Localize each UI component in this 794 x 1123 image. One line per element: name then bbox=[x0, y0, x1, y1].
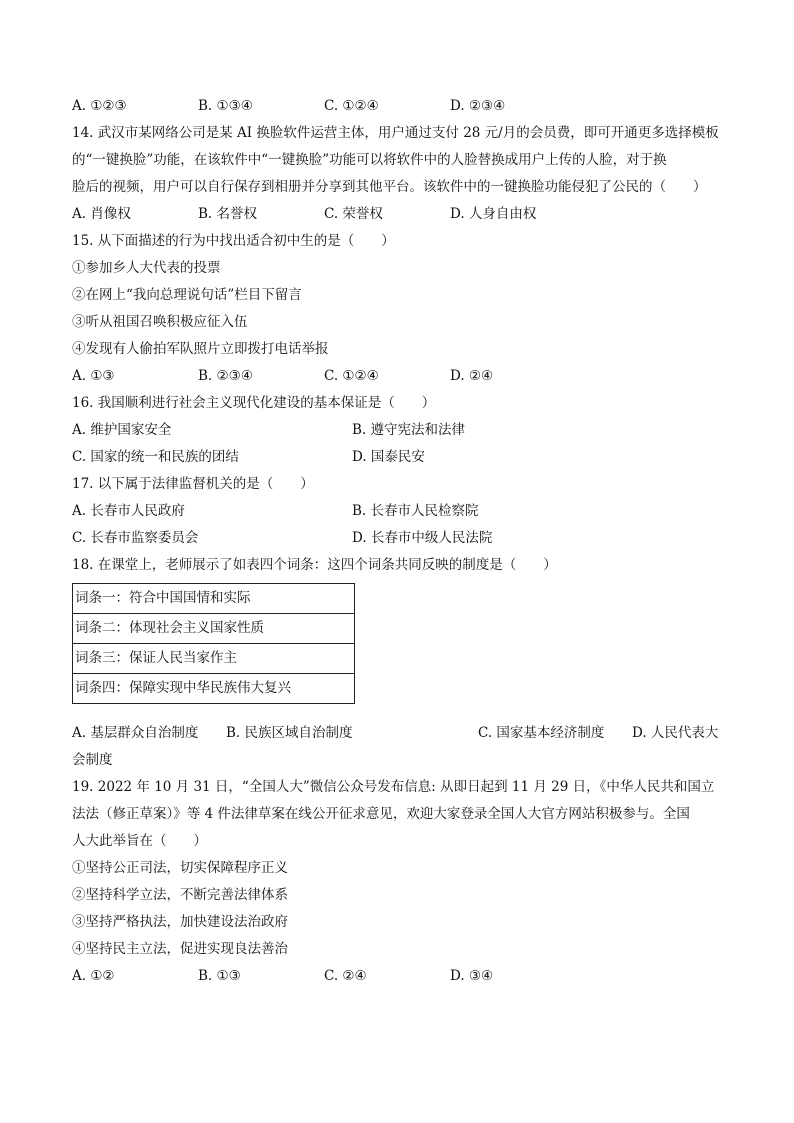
table-row bbox=[73, 644, 355, 674]
q14-stem-line-3: 脸后的视频，用户可以自行保存到相册并分享到其他平台。该软件中的一键换脸功能侵犯了公民的（ ） bbox=[72, 179, 707, 195]
q18-stem: 18. 在课堂上，老师展示了如表四个词条：这四个词条共同反映的制度是（ ） bbox=[72, 557, 557, 573]
q15-item-3: ③听从祖国召唤积极应征入伍 bbox=[72, 314, 248, 330]
q19-option-b: B. ①③ bbox=[198, 968, 241, 984]
q19-item-1: ①坚持公正司法，切实保障程序正义 bbox=[72, 860, 288, 876]
q18-option-d: D. 人民代表大 bbox=[632, 725, 719, 741]
q15-item-4: ④发现有人偷拍军队照片立即拨打电话举报 bbox=[72, 341, 329, 357]
q16-option-d: D. 国泰民安 bbox=[352, 449, 425, 465]
table-row bbox=[73, 614, 355, 644]
q19-item-2: ②坚持科学立法，不断完善法律体系 bbox=[72, 887, 288, 903]
q18-options bbox=[72, 720, 732, 747]
q19-stem-line-2: 法法（修正草案）》等 4 件法律草案在线公开征求意见，欢迎大家登录全国人大官方网站积极参与。全国 bbox=[72, 806, 690, 822]
q14-stem-line-1: 14. 武汉市某网络公司是某 AI 换脸软件运营主体，用户通过支付 28 元/月的会员费，即可开通更多选择模板 bbox=[72, 125, 719, 141]
q14-option-c: C. 荣誉权 bbox=[324, 206, 383, 222]
q18-terms-table bbox=[72, 583, 355, 704]
q17-option-a: A. 长春市人民政府 bbox=[72, 503, 185, 519]
q17-option-c: C. 长春市监察委员会 bbox=[72, 530, 199, 546]
q14-stem-line-2: 的“一键换脸”功能，在该软件中“一键换脸”功能可以将软件中的人脸替换成用户上传的人脸，对于换 bbox=[72, 152, 667, 168]
q16-options-row-1 bbox=[72, 417, 732, 444]
q16-option-b: B. 遵守宪法和法律 bbox=[352, 422, 466, 438]
q18-option-d-continued: 会制度 bbox=[72, 752, 113, 768]
q13-option-b: B. ①③④ bbox=[198, 98, 253, 114]
q19-item-4: ④坚持民主立法，促进实现良法善治 bbox=[72, 941, 288, 957]
q16-options-row-2 bbox=[72, 444, 732, 471]
q19-options bbox=[72, 963, 732, 990]
q14-option-a: A. 肖像权 bbox=[72, 206, 131, 222]
q17-options-row-2 bbox=[72, 525, 732, 552]
q17-stem: 17. 以下属于法律监督机关的是（ ） bbox=[72, 476, 314, 492]
q18-option-c: C. 国家基本经济制度 bbox=[478, 725, 605, 741]
q19-option-c: C. ②④ bbox=[324, 968, 367, 984]
q15-option-a: A. ①③ bbox=[72, 368, 115, 384]
q18-term-2: 词条二：体现社会主义国家性质 bbox=[73, 614, 355, 644]
q15-item-1: ①参加乡人大代表的投票 bbox=[72, 260, 221, 276]
q13-option-c: C. ①②④ bbox=[324, 98, 379, 114]
q16-option-a: A. 维护国家安全 bbox=[72, 422, 172, 438]
q18-option-b: B. 民族区域自治制度 bbox=[226, 725, 353, 741]
q15-item-2: ②在网上“我向总理说句话”栏目下留言 bbox=[72, 287, 302, 303]
q17-option-b: B. 长春市人民检察院 bbox=[352, 503, 479, 519]
q19-stem-line-1: 19. 2022 年 10 月 31 日，“全国人大”微信公众号发布信息: 从即日起到 11 月 29 日，《中华人民共和国立 bbox=[72, 779, 715, 795]
q18-term-3: 词条三：保证人民当家作主 bbox=[73, 644, 355, 674]
q14-option-d: D. 人身自由权 bbox=[450, 206, 537, 222]
q16-option-c: C. 国家的统一和民族的团结 bbox=[72, 449, 239, 465]
table-row bbox=[73, 584, 355, 614]
q19-option-a: A. ①② bbox=[72, 968, 115, 984]
q15-option-b: B. ②③④ bbox=[198, 368, 253, 384]
table-row bbox=[73, 674, 355, 704]
q17-options-row-1 bbox=[72, 498, 732, 525]
q15-option-d: D. ②④ bbox=[450, 368, 494, 384]
q16-stem: 16. 我国顺利进行社会主义现代化建设的基本保证是（ ） bbox=[72, 395, 436, 411]
q19-stem-line-3: 人大此举旨在（ ） bbox=[72, 833, 207, 849]
q15-stem: 15. 从下面描述的行为中找出适合初中生的是（ ） bbox=[72, 233, 395, 249]
q18-option-a: A. 基层群众自治制度 bbox=[72, 725, 199, 741]
q19-item-3: ③坚持严格执法，加快建设法治政府 bbox=[72, 914, 288, 930]
q14-options bbox=[72, 201, 732, 228]
q19-option-d: D. ③④ bbox=[450, 968, 494, 984]
q14-option-b: B. 名誉权 bbox=[198, 206, 258, 222]
q18-term-4: 词条四：保障实现中华民族伟大复兴 bbox=[73, 674, 355, 704]
q15-option-c: C. ①②④ bbox=[324, 368, 379, 384]
q17-option-d: D. 长春市中级人民法院 bbox=[352, 530, 493, 546]
q13-options bbox=[72, 93, 732, 120]
q13-option-d: D. ②③④ bbox=[450, 98, 506, 114]
q18-term-1: 词条一：符合中国国情和实际 bbox=[73, 584, 355, 614]
question-content bbox=[72, 93, 732, 990]
q15-options bbox=[72, 363, 732, 390]
q13-option-a: A. ①②③ bbox=[72, 98, 127, 114]
